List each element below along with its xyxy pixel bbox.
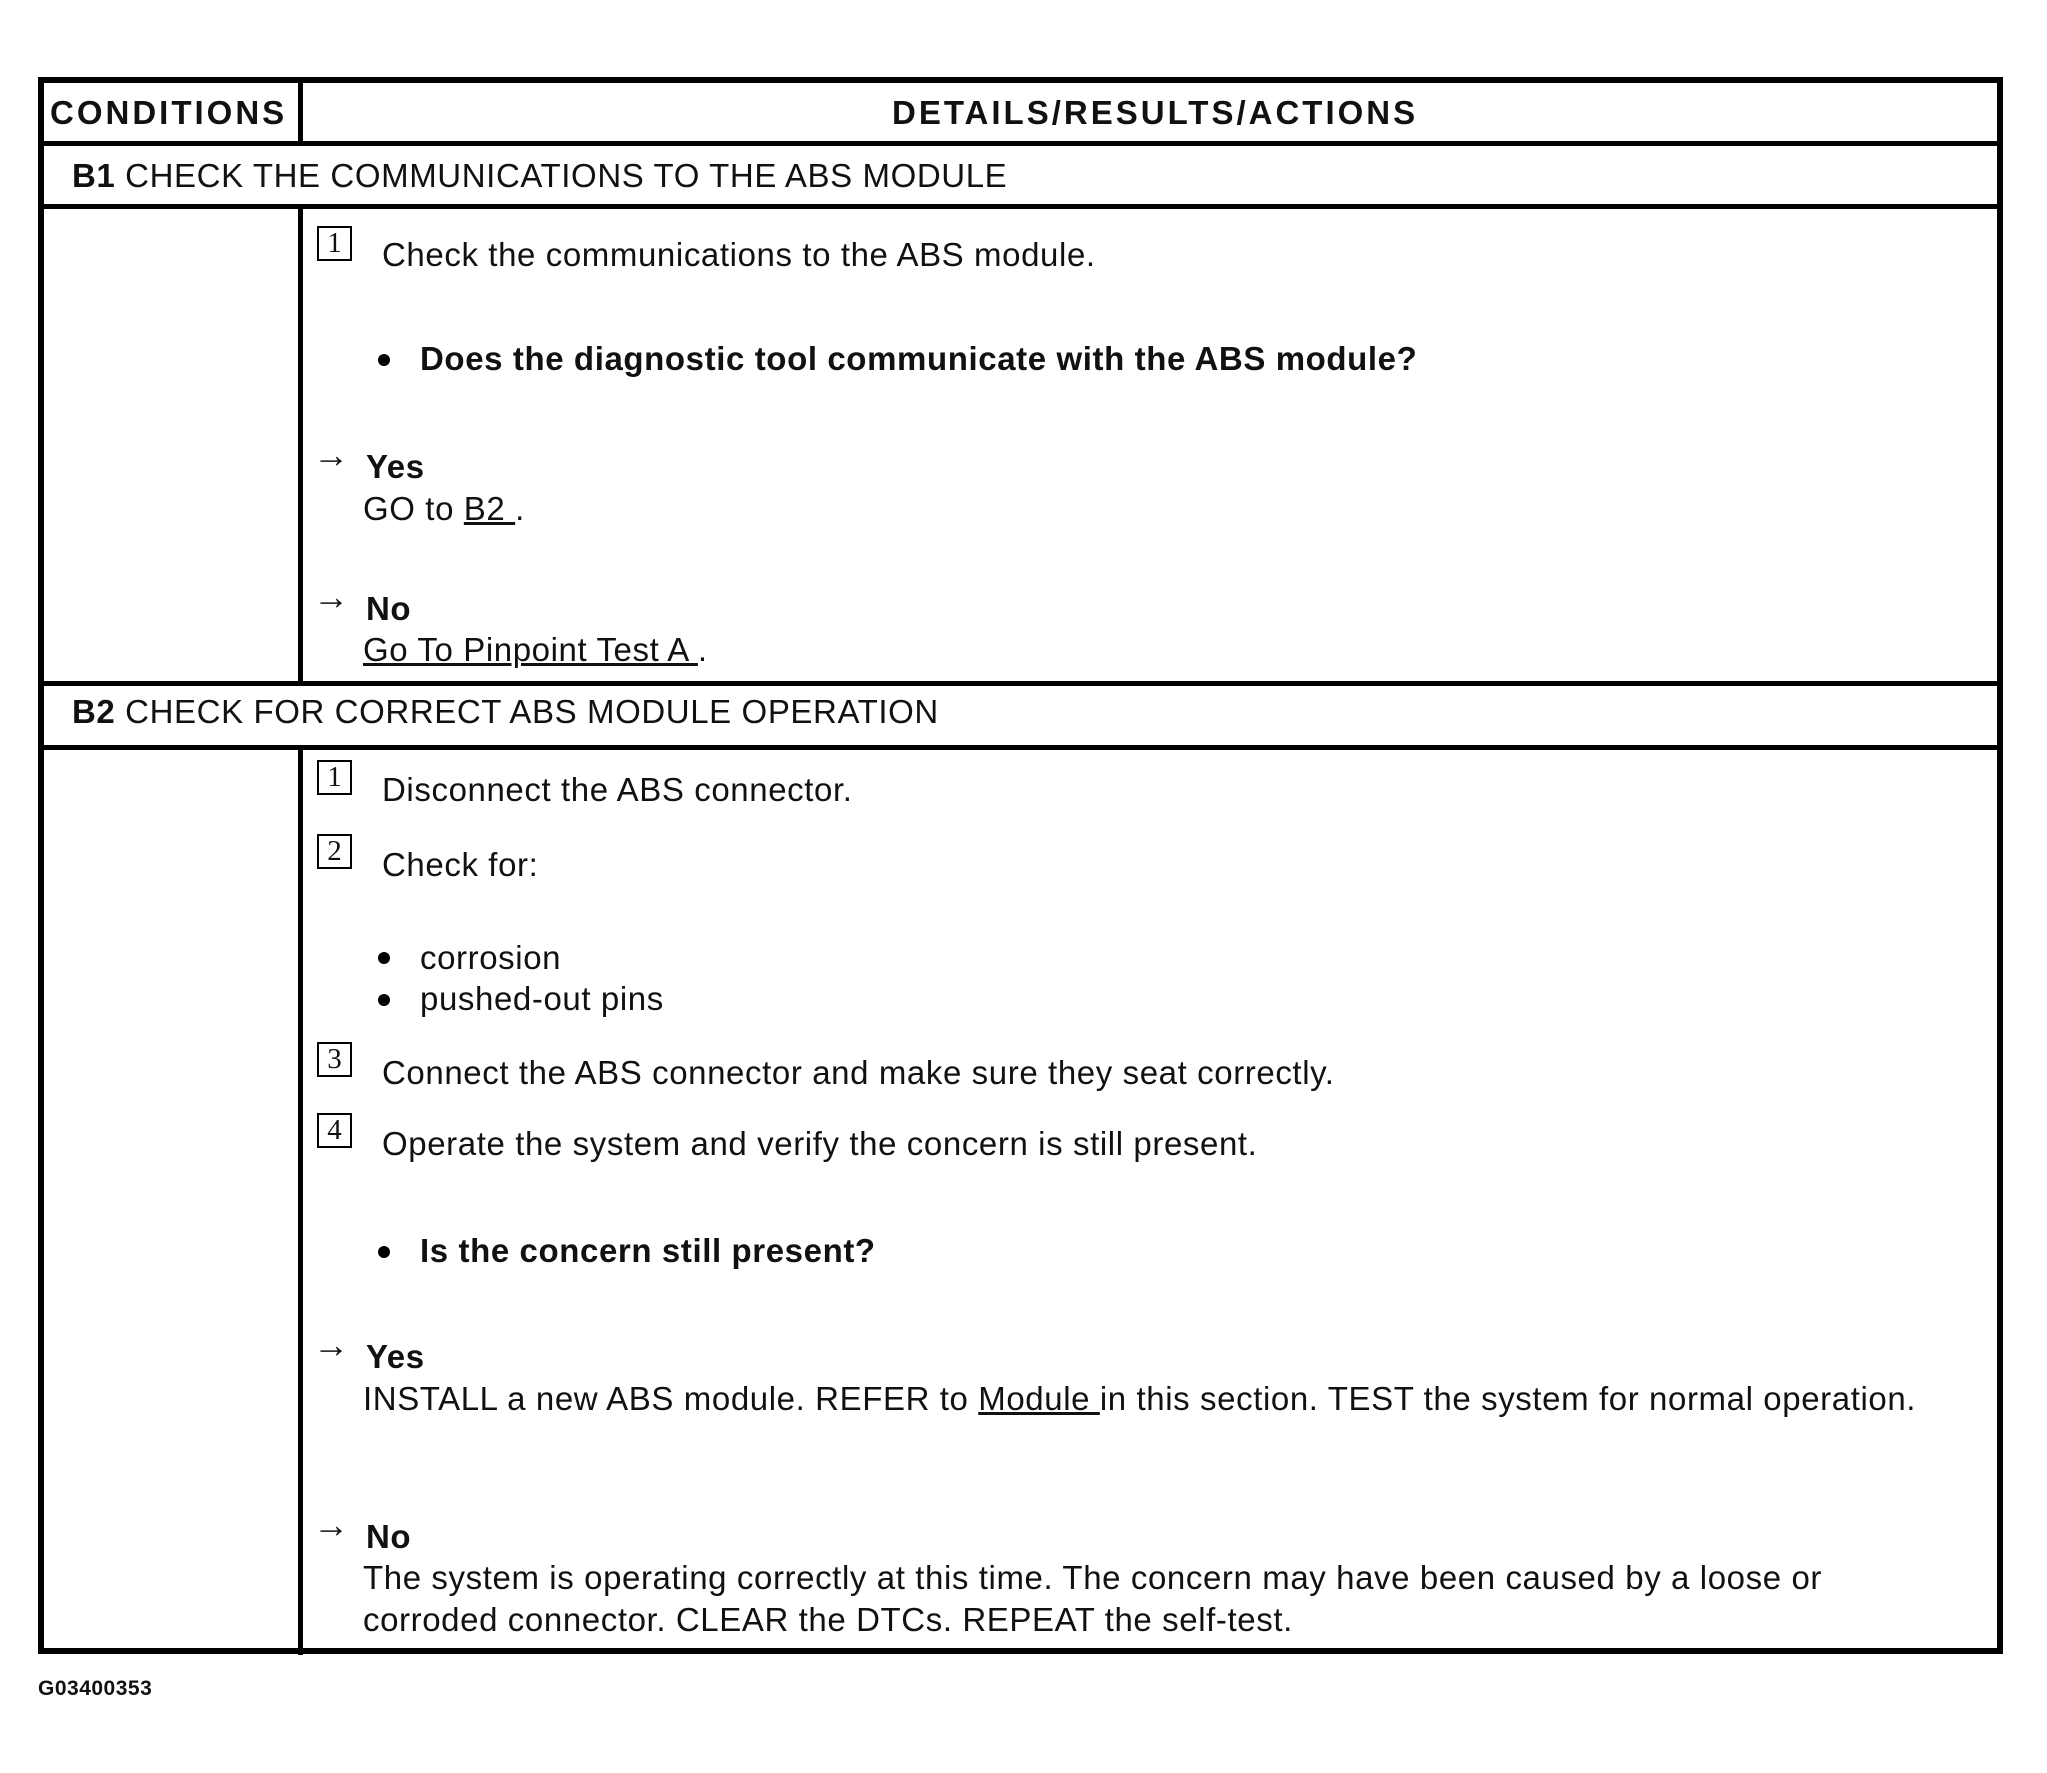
figure-id: G03400353 — [38, 1677, 153, 1700]
b1-yes-action — [363, 489, 525, 529]
b1-no-action — [363, 630, 708, 670]
b2-title-text: CHECK FOR CORRECT ABS MODULE OPERATION — [125, 693, 939, 730]
b1-question: Does the diagnostic tool communicate with the ABS module? — [420, 340, 1418, 377]
b2-step2-number-box: 2 — [317, 834, 352, 869]
b1-yes-suffix: . — [515, 490, 525, 527]
b2-step4-text: Operate the system and verify the concern is still present. — [382, 1125, 1258, 1162]
b1-title-text: CHECK THE COMMUNICATIONS TO THE ABS MODULE — [125, 157, 1008, 194]
link-b2[interactable]: B2 — [463, 490, 516, 527]
b1-column-divider — [298, 204, 303, 686]
b1-end-divider — [44, 681, 1997, 686]
b1-step-id: B1 — [72, 157, 116, 194]
bullet-icon — [378, 1246, 390, 1258]
b1-no-label: No — [366, 590, 412, 627]
b1-title-divider — [44, 204, 1997, 209]
b2-question: Is the concern still present? — [420, 1232, 876, 1269]
b2-step1-text: Disconnect the ABS connector. — [382, 771, 853, 808]
b2-step4-number-box: 4 — [317, 1113, 352, 1148]
right-arrow-icon: → — [313, 434, 349, 475]
link-module[interactable]: Module — [978, 1380, 1100, 1417]
b2-step2-text: Check for: — [382, 846, 539, 883]
b2-yes-prefix: INSTALL a new ABS module. REFER to — [363, 1380, 979, 1417]
header-column-divider — [298, 83, 303, 146]
b2-column-divider — [298, 745, 303, 1655]
b2-no-label: No — [366, 1518, 412, 1555]
b2-step3-number-box: 3 — [317, 1042, 352, 1077]
b2-bullet-corrosion: corrosion — [420, 939, 562, 976]
b2-section-title — [72, 692, 939, 732]
b1-no-suffix: . — [697, 631, 708, 668]
conditions-header: CONDITIONS — [50, 94, 288, 131]
details-header: DETAILS/RESULTS/ACTIONS — [892, 94, 1419, 131]
b2-bullet-pushed-out-pins: pushed-out pins — [420, 980, 664, 1017]
b1-section-title — [72, 156, 1007, 196]
link-pinpoint-test-a[interactable]: Go To Pinpoint Test A — [363, 631, 698, 668]
b2-title-divider — [44, 745, 1997, 750]
b2-step1-number-box: 1 — [317, 760, 352, 795]
b1-yes-label: Yes — [366, 448, 425, 485]
bullet-icon — [378, 994, 390, 1006]
b2-yes-action — [363, 1378, 1943, 1420]
right-arrow-icon: → — [313, 576, 349, 617]
bullet-icon — [378, 354, 390, 366]
bullet-icon — [378, 952, 390, 964]
b1-yes-prefix: GO to — [363, 490, 464, 527]
b1-step1-number-box: 1 — [317, 226, 352, 261]
b2-step3-text: Connect the ABS connector and make sure they seat correctly. — [382, 1054, 1335, 1091]
b1-step1-text: Check the communications to the ABS module. — [382, 236, 1096, 273]
b2-yes-label: Yes — [366, 1338, 425, 1375]
header-divider — [44, 141, 1997, 146]
b2-no-action: The system is operating correctly at this time. The concern may have been caused by a loose or corroded connector. CLEAR the DTCs. REPEAT the self-test. — [363, 1559, 1822, 1638]
right-arrow-icon: → — [313, 1504, 349, 1545]
b2-step-id: B2 — [72, 693, 116, 730]
right-arrow-icon: → — [313, 1324, 349, 1365]
b2-yes-suffix: in this section. TEST the system for normal operation. — [1099, 1380, 1917, 1417]
